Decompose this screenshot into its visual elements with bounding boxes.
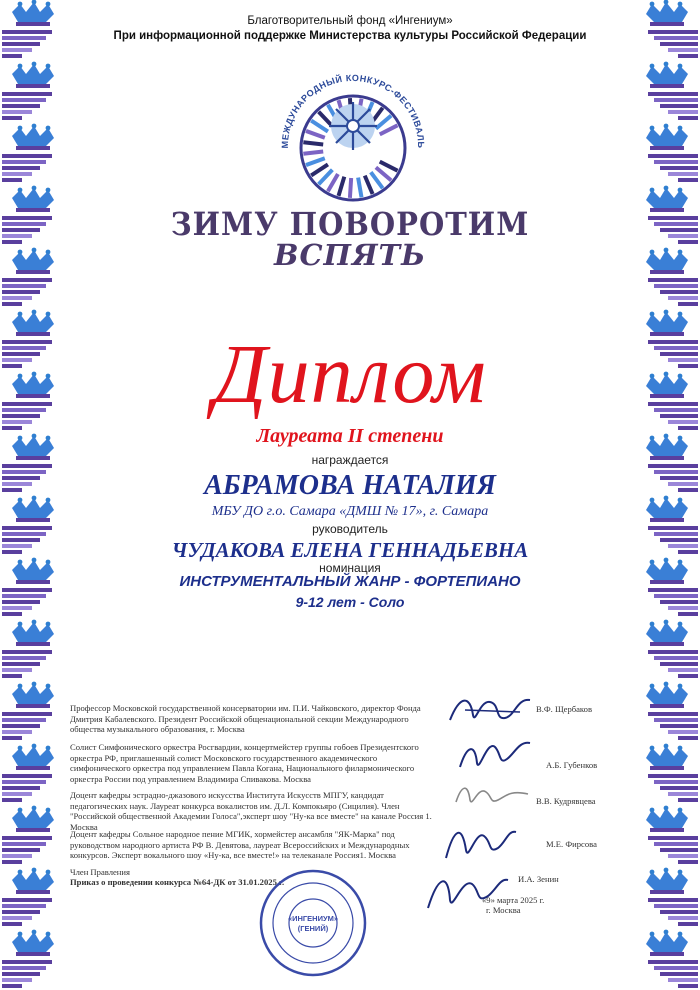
piano-keys-ornament-icon xyxy=(2,960,52,988)
crown-ornament-icon xyxy=(646,496,688,522)
crown-ornament-icon xyxy=(646,744,688,770)
foundation-line: Благотворительный фонд «Ингениум» xyxy=(247,15,453,27)
crown-ornament-icon xyxy=(646,372,688,398)
piano-keys-ornament-icon xyxy=(2,836,52,864)
order-reference: Приказ о проведении конкурса №64-ДК от 31.01.2025 г. xyxy=(70,877,285,887)
crown-ornament-icon xyxy=(12,868,54,894)
snowflake-piano-logo-icon xyxy=(268,56,438,206)
crown-ornament-icon xyxy=(646,124,688,150)
crown-ornament-icon xyxy=(12,372,54,398)
festival-name xyxy=(150,205,550,272)
piano-keys-ornament-icon xyxy=(648,402,698,430)
piano-keys-ornament-icon xyxy=(648,154,698,182)
crown-ornament-icon xyxy=(12,496,54,522)
crown-ornament-icon xyxy=(12,248,54,274)
crown-ornament-icon xyxy=(646,310,688,336)
piano-keys-ornament-icon xyxy=(648,216,698,244)
piano-keys-ornament-icon xyxy=(2,154,52,182)
left-ornament-border xyxy=(0,0,68,990)
signature-3 xyxy=(452,780,532,810)
organization-stamp xyxy=(258,868,368,978)
logo-key-mark xyxy=(303,142,323,144)
piano-keys-ornament-icon xyxy=(2,588,52,616)
header xyxy=(80,14,620,44)
logo-arc-text: МЕЖДУНАРОДНЫЙ КОНКУРС-ФЕСТИВАЛЬ xyxy=(279,72,427,149)
piano-keys-ornament-icon xyxy=(2,650,52,678)
piano-keys-ornament-icon xyxy=(2,30,52,58)
piano-keys-ornament-icon xyxy=(2,402,52,430)
stamp-center-line2: (ГЕНИЙ) xyxy=(297,924,329,933)
crown-ornament-icon xyxy=(12,310,54,336)
jury-member-3-description: Доцент кафедры эстрадно-джазового искусства Института Искусств МПГУ, кандидат педагогических наук. Лауреат конкурса вокалистов им. Д.Л. Компокьяро (Сицилия). Член "Российской общественной Академии Голоса",эксперт шоу "Ну-ка все вместе" на канале Россия 1. Москва xyxy=(70,790,432,832)
crown-ornament-icon xyxy=(646,620,688,646)
crown-ornament-icon xyxy=(12,558,54,584)
crown-ornament-icon xyxy=(12,124,54,150)
right-ornament-border xyxy=(632,0,700,990)
piano-keys-ornament-icon xyxy=(2,464,52,492)
piano-keys-ornament-icon xyxy=(2,774,52,802)
leader-name: ЧУДАКОВА ЕЛЕНА ГЕННАДЬЕВНА xyxy=(171,538,529,562)
piano-keys-ornament-icon xyxy=(648,30,698,58)
crown-ornament-icon xyxy=(12,0,54,26)
stamp-center-line1: «ИНГЕНИУМ» xyxy=(287,914,339,923)
piano-keys-ornament-icon xyxy=(648,464,698,492)
jury-member-4-description: Доцент кафедры Сольное народное пение МГИК, хормейстер ансамбля "ЯК-Марка" под руководством народного артиста РФ В. Девятова, лауреат Всероссийских и Международных конкурсов. Эксперт вокального шоу «Ну-ка, все вместе!» на телеканале Россия1. Москва xyxy=(70,829,410,860)
piano-keys-ornament-icon xyxy=(648,526,698,554)
jury-member-1-name: В.Ф. Щербаков xyxy=(536,704,593,714)
crown-ornament-icon xyxy=(12,434,54,460)
festival-name-line1: ЗИМУ ПОВОРОТИМ xyxy=(170,205,530,243)
piano-keys-ornament-icon xyxy=(648,588,698,616)
logo-key-mark xyxy=(303,151,323,153)
issue-city: г. Москва xyxy=(486,905,521,915)
nomination-label: номинация xyxy=(319,561,381,575)
board-member-name: И.А. Зенин xyxy=(518,874,559,884)
laureate-name: АБРАМОВА НАТАЛИЯ xyxy=(204,470,496,501)
signature-5 xyxy=(420,866,510,916)
piano-keys-ornament-icon xyxy=(648,92,698,120)
crown-ornament-icon xyxy=(646,806,688,832)
crown-ornament-icon xyxy=(646,0,688,26)
signature-1 xyxy=(445,690,535,730)
leader-label: руководитель xyxy=(312,522,388,536)
logo-key-mark xyxy=(350,178,351,198)
crown-ornament-icon xyxy=(646,186,688,212)
crown-ornament-icon xyxy=(646,434,688,460)
diploma-degree: Лауреата II степени xyxy=(256,425,444,447)
crown-ornament-icon xyxy=(646,682,688,708)
jury-member-3-name: В.В. Кудрявцева xyxy=(536,796,596,806)
piano-keys-ornament-icon xyxy=(2,712,52,740)
board-member-label: Член Правления xyxy=(70,867,130,877)
piano-keys-ornament-icon xyxy=(648,278,698,306)
piano-keys-ornament-icon xyxy=(2,278,52,306)
crown-ornament-icon xyxy=(646,868,688,894)
crown-ornament-icon xyxy=(646,558,688,584)
crown-ornament-icon xyxy=(12,744,54,770)
jury-member-4-name: М.Е. Фирсова xyxy=(546,839,597,849)
crown-ornament-icon xyxy=(12,682,54,708)
institution: МБУ ДО г.о. Самара «ДМШ № 17», г. Самара xyxy=(211,504,489,519)
diploma-title: Диплом xyxy=(213,328,487,421)
piano-keys-ornament-icon xyxy=(648,836,698,864)
ministry-support-line: При информационной поддержке Министерства культуры Российской Федерации xyxy=(113,30,587,42)
piano-keys-ornament-icon xyxy=(2,898,52,926)
festival-name-line2: ВСПЯТЬ xyxy=(273,238,427,272)
awarded-label: награждается xyxy=(311,453,389,467)
piano-keys-ornament-icon xyxy=(648,898,698,926)
piano-keys-ornament-icon xyxy=(2,92,52,120)
crown-ornament-icon xyxy=(12,186,54,212)
crown-ornament-icon xyxy=(12,620,54,646)
piano-keys-ornament-icon xyxy=(648,712,698,740)
piano-keys-ornament-icon xyxy=(2,526,52,554)
crown-ornament-icon xyxy=(12,806,54,832)
crown-ornament-icon xyxy=(646,930,688,956)
crown-ornament-icon xyxy=(646,248,688,274)
signature-2 xyxy=(455,735,535,775)
piano-keys-ornament-icon xyxy=(648,650,698,678)
crown-ornament-icon xyxy=(12,62,54,88)
piano-keys-ornament-icon xyxy=(2,216,52,244)
nomination: ИНСТРУМЕНТАЛЬНЫЙ ЖАНР - ФОРТЕПИАНО xyxy=(179,573,521,590)
jury-member-2-name: А.Б. Губенков xyxy=(546,760,598,770)
issue-date: «9» марта 2025 г. xyxy=(482,895,545,905)
piano-keys-ornament-icon xyxy=(648,960,698,988)
piano-keys-ornament-icon xyxy=(648,340,698,368)
crown-ornament-icon xyxy=(12,930,54,956)
jury-member-1-description: Профессор Московской государственной консерватории им. П.И. Чайковского, директор Фонда Дмитрия Кабалевского. Президент Российской общенациональной секции Международного общества музыкального образования, г. Москва xyxy=(70,703,421,734)
piano-keys-ornament-icon xyxy=(648,774,698,802)
age-category: 9-12 лет - Соло xyxy=(295,594,405,610)
jury-member-2-description: Солист Симфонического оркестра Росгвардии, концертмейстер группы гобоев Президентского оркестра РФ, приглашенный солист Московского государственного академического симфонического оркестра под управлением Павла Когана, Национального филармонического оркестра России под управлением Владимира Спивакова. Москва xyxy=(70,742,419,784)
signature-4 xyxy=(440,820,520,865)
crown-ornament-icon xyxy=(646,62,688,88)
piano-keys-ornament-icon xyxy=(2,340,52,368)
